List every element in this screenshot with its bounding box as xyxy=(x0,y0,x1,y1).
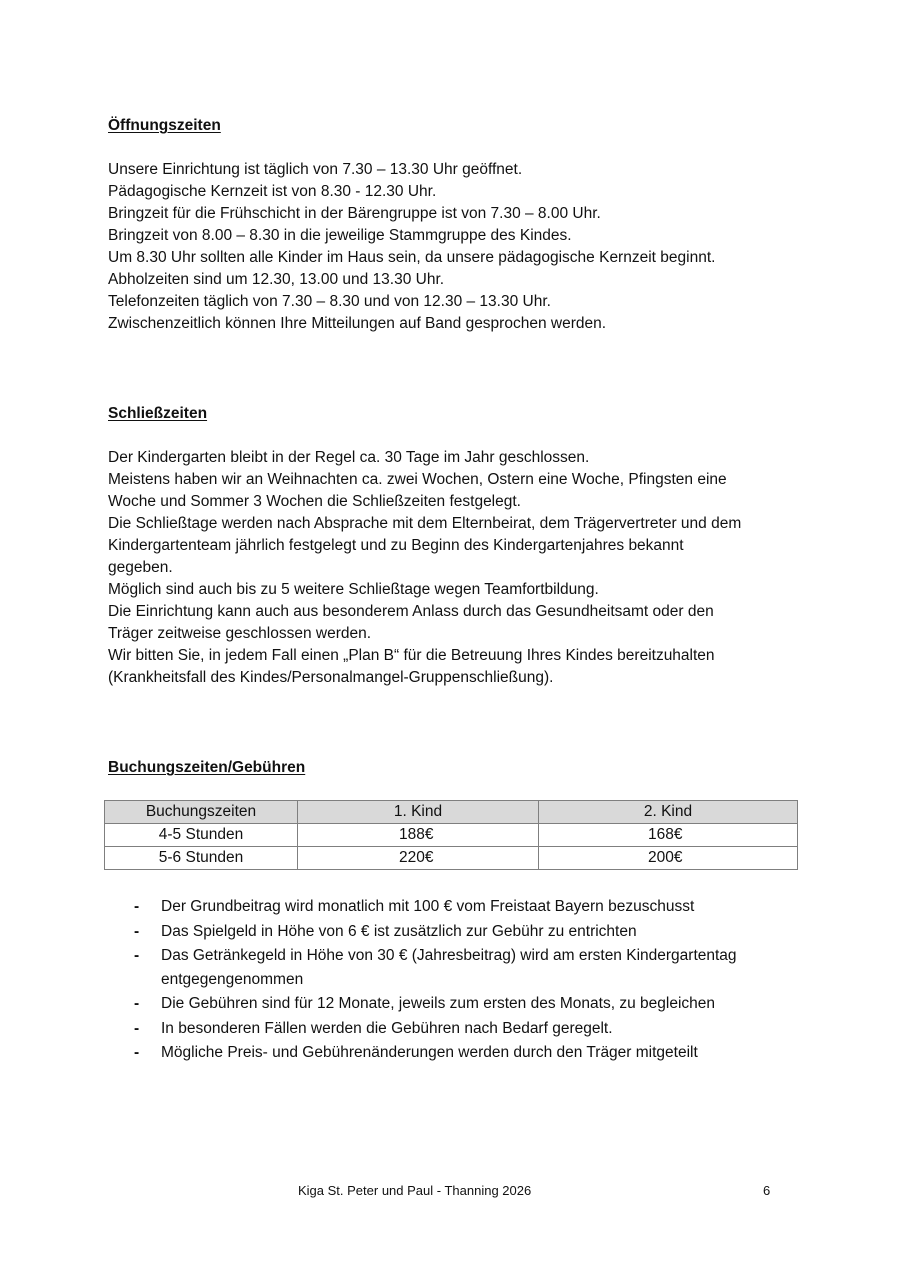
opening-hours-text xyxy=(108,159,808,335)
column-header: Buchungszeiten xyxy=(105,801,298,824)
text-line: Unsere Einrichtung ist täglich von 7.30 – 13.30 Uhr geöffnet. xyxy=(108,161,523,178)
booking-fees-heading: Buchungszeiten/Gebühren xyxy=(108,759,306,776)
list-item-text-continued: entgegengenommen xyxy=(161,971,304,988)
list-item xyxy=(0,895,900,920)
list-item-text: Der Grundbeitrag wird monatlich mit 100 € vom Freistaat Bayern bezuschusst xyxy=(161,898,695,915)
list-item-text: Mögliche Preis- und Gebührenänderungen werden durch den Träger mitgeteilt xyxy=(161,1044,698,1061)
text-line: Bringzeit für die Frühschicht in der Bärengruppe ist von 7.30 – 8.00 Uhr. xyxy=(108,205,601,222)
list-item xyxy=(0,944,900,992)
bullet-dash: - xyxy=(134,898,140,915)
table-row xyxy=(105,824,798,847)
list-item-text: Die Gebühren sind für 12 Monate, jeweils zum ersten des Monats, zu begleichen xyxy=(161,995,715,1012)
opening-hours-heading: Öffnungszeiten xyxy=(108,117,221,134)
bullet-dash: - xyxy=(134,1019,140,1037)
list-item xyxy=(0,1041,900,1066)
text-line: Möglich sind auch bis zu 5 weitere Schließtage wegen Teamfortbildung. xyxy=(108,581,599,598)
text-line: Um 8.30 Uhr sollten alle Kinder im Haus sein, da unsere pädagogische Kernzeit beginnt. xyxy=(108,249,716,266)
closing-times-heading: Schließzeiten xyxy=(108,405,208,422)
fee-notes-list xyxy=(0,895,900,1066)
text-line: Zwischenzeitlich können Ihre Mitteilungen auf Band gesprochen werden. xyxy=(108,315,607,332)
table-cell: 168€ xyxy=(539,824,798,847)
list-item-text: Das Spielgeld in Höhe von 6 € ist zusätzlich zur Gebühr zu entrichten xyxy=(161,922,637,940)
bullet-dash: - xyxy=(134,995,140,1012)
text-line: Träger zeitweise geschlossen werden. xyxy=(108,625,372,642)
closing-times-text xyxy=(108,447,808,689)
text-line: Kindergartenteam jährlich festgelegt und zu Beginn des Kindergartenjahres bekannt xyxy=(108,537,684,554)
list-item xyxy=(0,992,900,1017)
text-line: (Krankheitsfall des Kindes/Personalmangel-Gruppenschließung). xyxy=(108,669,554,686)
table-cell: 200€ xyxy=(539,847,798,870)
footer-text: Kiga St. Peter und Paul - Thanning 2026 xyxy=(298,1183,532,1198)
table-header-row xyxy=(105,801,798,824)
table-cell: 220€ xyxy=(298,847,539,870)
list-item xyxy=(0,1017,900,1042)
text-line: Woche und Sommer 3 Wochen die Schließzeiten festgelegt. xyxy=(108,493,521,510)
text-line: Pädagogische Kernzeit ist von 8.30 - 12.30 Uhr. xyxy=(108,183,437,200)
text-line: Die Schließtage werden nach Absprache mit dem Elternbeirat, dem Trägervertreter und dem xyxy=(108,515,742,532)
text-line: Meistens haben wir an Weihnachten ca. zwei Wochen, Ostern eine Woche, Pfingsten eine xyxy=(108,471,727,488)
list-item-text: Das Getränkegeld in Höhe von 30 € (Jahresbeitrag) wird am ersten Kindergartentag xyxy=(161,947,737,964)
list-item xyxy=(0,920,900,945)
bullet-dash: - xyxy=(134,1044,140,1061)
text-line: Bringzeit von 8.00 – 8.30 in die jeweilige Stammgruppe des Kindes. xyxy=(108,227,572,244)
bullet-dash: - xyxy=(134,947,140,964)
table-row xyxy=(105,847,798,870)
text-line: gegeben. xyxy=(108,559,173,576)
text-line: Der Kindergarten bleibt in der Regel ca. 30 Tage im Jahr geschlossen. xyxy=(108,449,590,466)
bullet-dash: - xyxy=(134,922,140,940)
column-header: 2. Kind xyxy=(539,801,798,824)
table-cell: 4-5 Stunden xyxy=(105,824,298,847)
column-header: 1. Kind xyxy=(298,801,539,824)
list-item-text: In besonderen Fällen werden die Gebühren nach Bedarf geregelt. xyxy=(161,1019,613,1037)
text-line: Telefonzeiten täglich von 7.30 – 8.30 und von 12.30 – 13.30 Uhr. xyxy=(108,293,551,310)
page-number: 6 xyxy=(763,1183,771,1198)
fee-table xyxy=(104,800,798,870)
text-line: Wir bitten Sie, in jedem Fall einen „Plan B“ für die Betreuung Ihres Kindes bereitzuhalten xyxy=(108,647,715,664)
text-line: Abholzeiten sind um 12.30, 13.00 und 13.30 Uhr. xyxy=(108,271,445,288)
table-cell: 5-6 Stunden xyxy=(105,847,298,870)
table-cell: 188€ xyxy=(298,824,539,847)
text-line: Die Einrichtung kann auch aus besonderem Anlass durch das Gesundheitsamt oder den xyxy=(108,603,714,620)
